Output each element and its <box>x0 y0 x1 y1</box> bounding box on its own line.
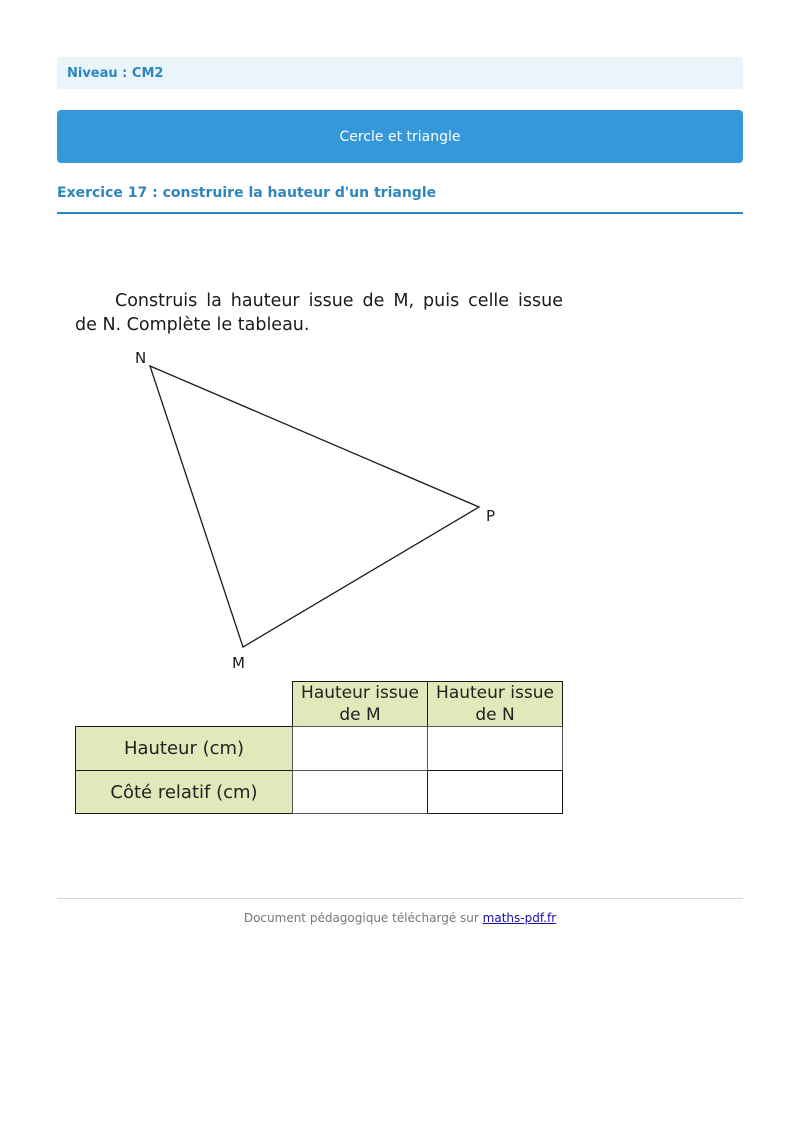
footer <box>57 911 743 925</box>
table-row-header: Hauteur (cm) <box>75 726 293 771</box>
level-label: Niveau : CM2 <box>67 65 164 81</box>
vertex-label-n: N <box>135 349 147 367</box>
table-row-header: Côté relatif (cm) <box>75 770 293 814</box>
footer-divider <box>57 898 743 899</box>
chapter-banner <box>57 110 743 163</box>
triangle-mnp <box>150 366 479 647</box>
table-answer-cell[interactable] <box>427 726 563 771</box>
table-col-header: Hauteur issue de N <box>427 681 563 727</box>
chapter-title: Cercle et triangle <box>339 128 461 145</box>
level-banner <box>57 57 743 89</box>
table-answer-cell[interactable] <box>292 770 428 814</box>
vertex-label-p: P <box>486 507 496 525</box>
table-answer-cell[interactable] <box>427 770 563 814</box>
table-answer-cell[interactable] <box>292 726 428 771</box>
exercise-title: Exercice 17 : construire la hauteur d'un triangle <box>57 185 743 214</box>
exercise-instruction: Construis la hauteur issue de M, puis celle issue de N. Complète le tableau. <box>75 291 563 335</box>
footer-text: Document pédagogique téléchargé sur <box>243 911 479 925</box>
table-col-header: Hauteur issue de M <box>292 681 428 727</box>
vertex-label-m: M <box>232 654 245 672</box>
footer-link[interactable]: maths-pdf.fr <box>482 911 557 925</box>
